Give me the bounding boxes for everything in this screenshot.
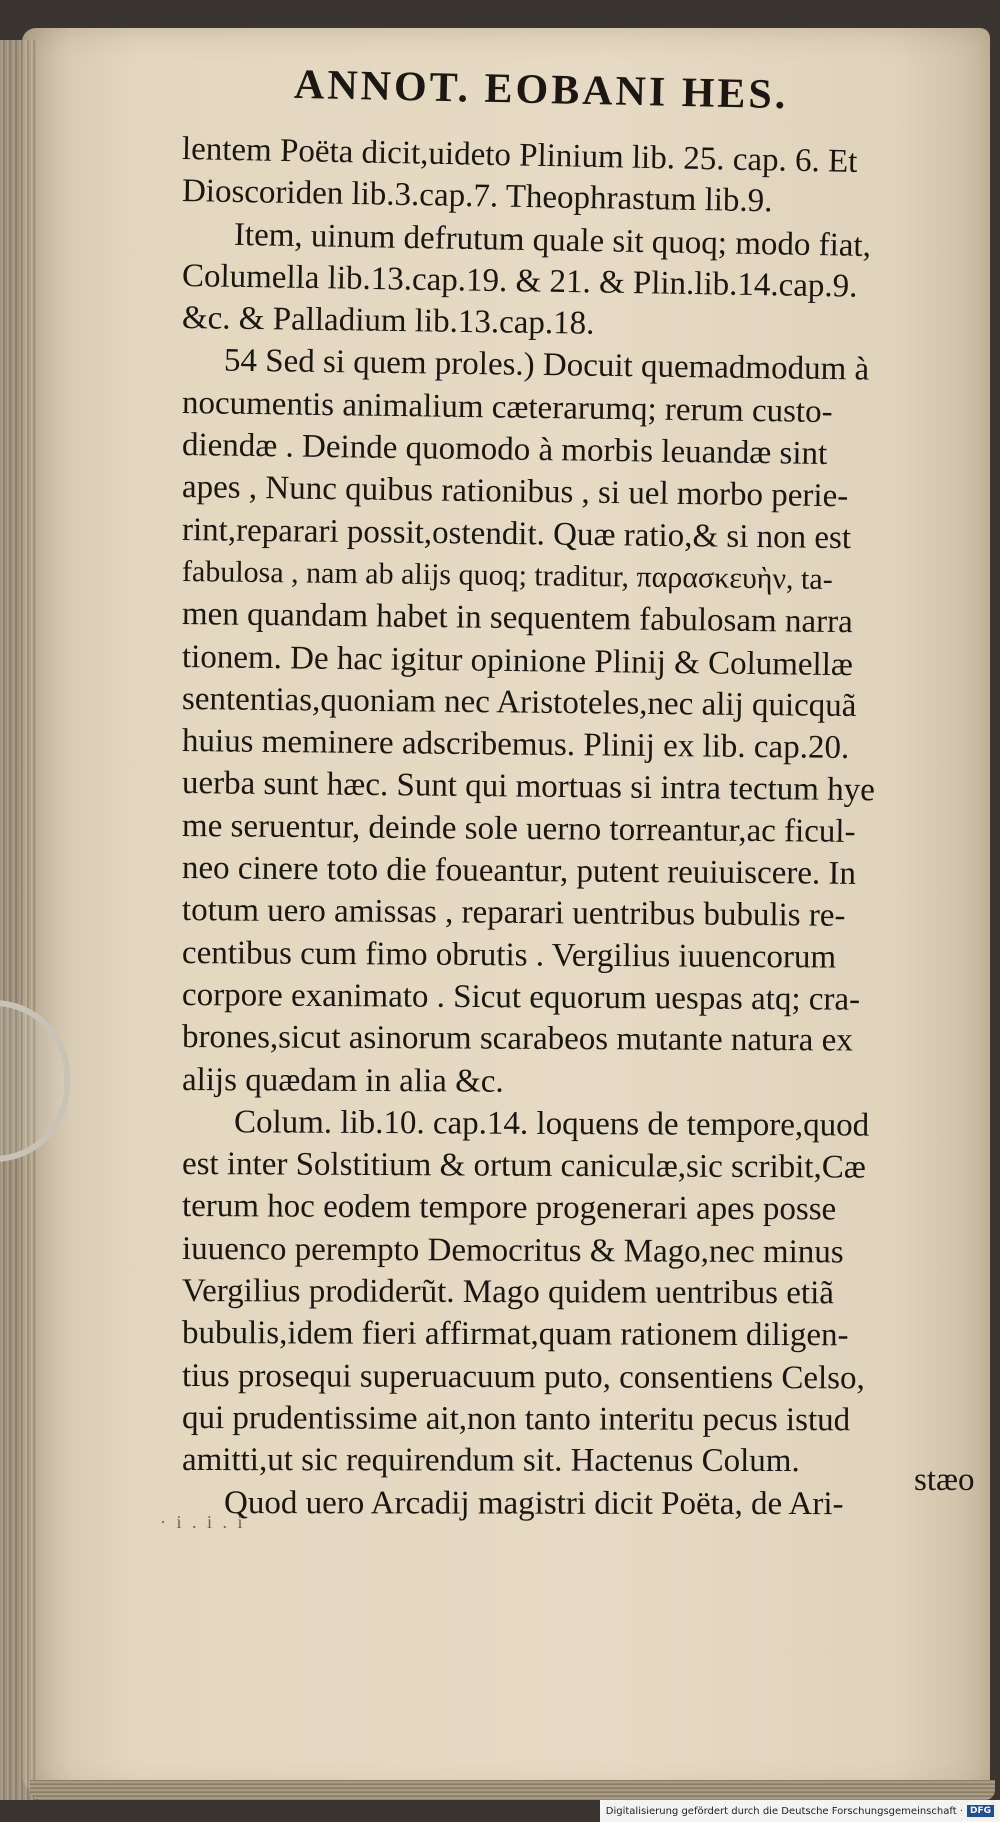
text-line: terum hoc eodem tempore progenerari apes posse xyxy=(181,1188,837,1228)
text-line: men quandam habet in sequentem fabulosam narra xyxy=(181,596,853,641)
body-text xyxy=(182,128,990,1524)
text-line: tius prosequi superuacuum puto, consentiens Celso, xyxy=(181,1357,865,1396)
text-line: centibus cum fimo obrutis . Vergilius iuuencorum xyxy=(181,934,837,976)
page-bottom-edge xyxy=(30,1780,995,1800)
text-line: brones,sicut asinorum scarabeos mutante natura ex xyxy=(181,1019,853,1059)
text-line: corpore exanimato . Sicut equorum uespas atq; cra- xyxy=(181,976,861,1018)
text-line: Columella lib.13.cap.19. & 21. & Plin.lib.14.cap.9. xyxy=(181,257,858,305)
text-line: est inter Solstitium & ortum caniculæ,sic scribit,Cæ xyxy=(181,1146,866,1186)
text-line: 54 Sed si quem proles.) Docuit quemadmodum à xyxy=(223,343,870,389)
dfg-logo: DFG xyxy=(967,1805,994,1817)
running-head: ANNOT. EOBANI HES. xyxy=(293,61,789,119)
footer-credit: Digitalisierung gefördert durch die Deutsche Forschungsgemeinschaft · xyxy=(605,1805,963,1817)
ink-smudge: · i . i . i xyxy=(160,1512,246,1532)
text-line: amitti,ut sic requirendum sit. Hactenus Colum. xyxy=(181,1442,800,1480)
text-line: iuuenco perempto Democritus & Mago,nec minus xyxy=(181,1230,844,1271)
text-line: Dioscoriden lib.3.cap.7. Theophrastum lib.9. xyxy=(181,173,773,220)
text-line: uerba sunt hæc. Sunt qui mortuas si intra tectum hye xyxy=(181,765,876,809)
text-line: tionem. De hac igitur opinione Plinij & Columellæ xyxy=(181,638,854,683)
text-line: fabulosa , nam ab alijs quoq; traditur, παρασκευὴν, ta- xyxy=(181,554,833,596)
catchword: stæo xyxy=(914,1462,975,1498)
text-line: bubulis,idem fieri affirmat,quam rationem diligen- xyxy=(181,1315,849,1354)
text-line: lentem Poëta dicit,uideto Plinium lib. 25. cap. 6. Et xyxy=(181,131,858,180)
text-line: &c. & Palladium lib.13.cap.18. xyxy=(181,300,595,342)
text-line: qui prudentissime ait,non tanto interitu pecus istud xyxy=(181,1399,851,1439)
text-line: nocumentis animalium cæterarumq; rerum custo- xyxy=(181,384,833,430)
page-stack-edge xyxy=(0,40,36,1800)
text-line: Colum. lib.10. cap.14. loquens de tempore,quod xyxy=(233,1104,870,1144)
text-line: neo cinere toto die foueantur, putent reuiuiscere. In xyxy=(181,850,857,892)
text-line: apes , Nunc quibus rationibus , si uel morbo perie- xyxy=(181,469,849,515)
text-line: Quod uero Arcadij magistri dicit Poëta, de Ari- xyxy=(223,1484,844,1522)
text-line: Item, uinum defrutum quale sit quoq; modo fiat, xyxy=(233,216,872,264)
text-line: diendæ . Deinde quomodo à morbis leuandæ sint xyxy=(181,427,828,473)
digitization-footer xyxy=(600,1800,1000,1822)
text-line: rint,reparari possit,ostendit. Quæ ratio,& si non est xyxy=(181,511,852,556)
text-line: totum uero amissas , reparari uentribus bubulis re- xyxy=(181,892,846,935)
text-line: sententias,quoniam nec Aristoteles,nec alij quicquã xyxy=(181,680,857,724)
text-line: Vergilius prodiderũt. Mago quidem uentribus etiã xyxy=(181,1273,835,1312)
text-line: huius meminere adscribemus. Plinij ex lib. cap.20. xyxy=(181,723,850,767)
text-line: alijs quædam in alia &c. xyxy=(181,1061,504,1100)
text-line: me seruentur, deinde sole uerno torreantur,ac ficul- xyxy=(181,807,856,850)
